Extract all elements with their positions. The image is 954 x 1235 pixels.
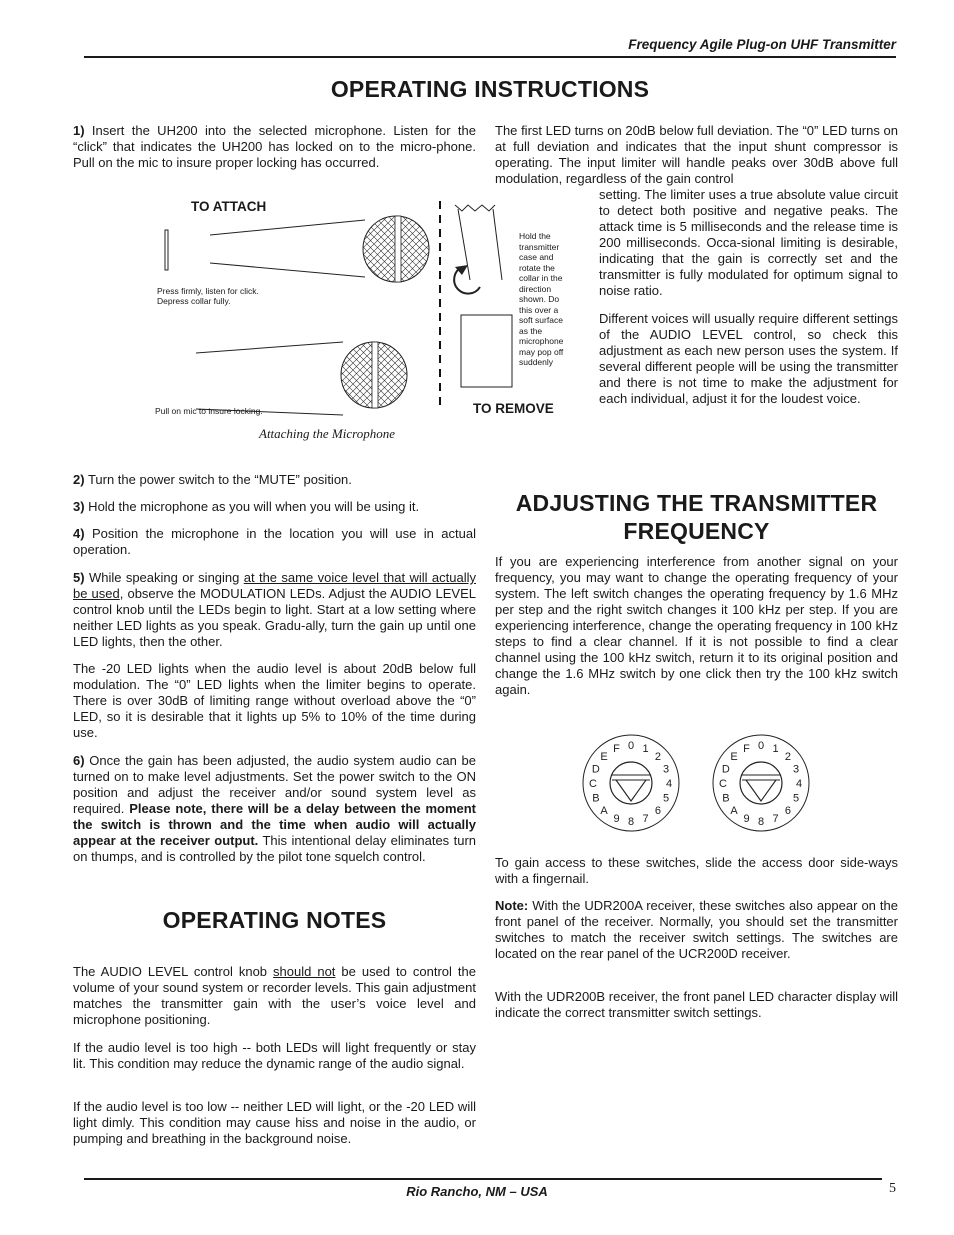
hold-note-line: suddenly	[519, 357, 554, 367]
step-5-number: 5)	[73, 570, 85, 585]
switch-position-label: 0	[757, 740, 765, 752]
hold-note-line: this over a	[519, 304, 559, 315]
switch-position-label: 6	[784, 804, 791, 817]
switch-position-label: A	[730, 804, 738, 817]
hold-note-line: collar in the	[519, 273, 563, 283]
step-3-text: Hold the microphone as you will when you will be using it.	[84, 499, 420, 514]
adjusting-title-line-1: ADJUSTING THE TRANSMITTER	[515, 490, 878, 516]
switch-position-label: E	[730, 751, 738, 764]
switch-position-label: F	[613, 742, 620, 755]
switch-knob	[740, 762, 782, 804]
step-2-text: Turn the power switch to the “MUTE” position.	[84, 472, 352, 487]
step-2	[73, 472, 476, 488]
switch-position-label: 4	[665, 778, 673, 790]
switch-position-label: 7	[772, 813, 779, 826]
adjusting-paragraph-2: To gain access to these switches, slide the access door side-ways with a fingernail.	[495, 855, 898, 886]
adjusting-paragraph-1: If you are experiencing interference from another signal on your frequency, you may want to change the operating frequency of your system. The left switch changes the operating frequency by 1.6 MHz per step and the right switch changes it 100 kHz per step. If you are experiencing interference, change the operating frequency in 100 kHz steps to find a clear channel. If it is not possible to find a clear channel using the 100 kHz switch, return it to its original position and change the 1.6 MHz switch by one click then try the 100 kHz switch again.	[495, 554, 898, 697]
switch-position-label: 9	[743, 813, 750, 826]
hold-note-line: as the	[519, 325, 543, 336]
notes-paragraph-2: If the audio level is too high -- both LEDs will light frequently or stay lit. This condition may reduce the dynamic range of the audio signal.	[73, 1040, 476, 1071]
notes-paragraph-3: If the audio level is too low -- neither LED will light, or the -20 LED will light dimly. This condition may cause hiss and noise in the audio, or pumping and breathing in the background noise.	[73, 1099, 476, 1146]
note-text: With the UDR200A receiver, these switches also appear on the front panel of the receiver. Normally, you should set the transmitter switches to match the receiver switch settings. The switches are located on the rear panel of the UCR200D receiver.	[495, 898, 898, 961]
rotary-switches	[580, 730, 840, 835]
step-6-text-post: This intentional delay eliminates turn on thumps, and is controlled by the pilot tone squelch control.	[73, 833, 476, 864]
switch-pointer	[612, 775, 650, 801]
switch-position-label: 3	[663, 763, 670, 776]
switch-knob	[610, 762, 652, 804]
step-4-text: Position the microphone in the location you will use in actual operation.	[73, 526, 476, 557]
switch-position-label: 3	[793, 763, 800, 776]
running-header: Frequency Agile Plug-on UHF Transmitter	[628, 37, 896, 52]
hold-note-line: microphone	[519, 336, 564, 346]
switch-position-label: 2	[784, 751, 791, 764]
step-3	[73, 499, 476, 515]
step-1	[73, 123, 476, 171]
step-1-text: Insert the UH200 into the selected microphone. Listen for the “click” that indicates the UH200 has locked on to the micro-phone. Pull on the mic to insure proper locking has occurred.	[73, 123, 476, 170]
switch-position-label: 5	[663, 792, 670, 805]
switch-position-label: D	[591, 763, 600, 776]
page-number: 5	[889, 1181, 896, 1196]
step-5-text-post: , observe the MODULATION LEDs. Adjust the AUDIO LEVEL control knob until the LEDs begin to light. Start at a low setting where neither LED lights as you speak. Gradu-ally, turn the gain up until one LED lights, then the other.	[73, 586, 476, 649]
step-1-number: 1)	[73, 123, 85, 138]
voices-paragraph: Different voices will usually require different settings of the AUDIO LEVEL control, so check this adjustment as each new person uses the system. If several different people will be using the transmitter and there is not time to make the adjustment for each individual, adjust it for the loudest voice.	[599, 311, 898, 406]
switch-position-label: 5	[793, 792, 800, 805]
step-5-underlined: at the same voice level that will actually be used	[73, 570, 476, 601]
to-attach-label: TO ATTACH	[191, 199, 267, 214]
hold-note	[519, 231, 589, 368]
notes-paragraph-1-pre: The AUDIO LEVEL control knob	[73, 964, 274, 979]
limiter-paragraph-rest: setting. The limiter uses a true absolute value circuit to detect both positive and negative peaks. The attack time is 5 milliseconds and the release time is 200 milliseconds. Occa-sional limiting is desirable, indicating that the gain is correctly set and the transmitter is fully modulated for optimum signal to noise ratio.	[599, 187, 898, 298]
operating-instructions-title: OPERATING INSTRUCTIONS	[330, 76, 650, 102]
switch-position-label: 6	[654, 804, 661, 817]
switch-position-label: 2	[654, 751, 661, 764]
press-note-line-1: Press firmly, listen for click.	[157, 286, 259, 296]
right-rotary-switch	[713, 735, 809, 831]
hold-note-line: shown. Do	[519, 294, 560, 304]
step-5-text-pre: While speaking or singing	[84, 570, 244, 585]
hold-note-line: may pop off	[519, 346, 564, 357]
hold-note-line: case and	[519, 252, 554, 262]
pull-note: Pull on mic to insure locking.	[155, 406, 263, 416]
step-3-number: 3)	[73, 499, 85, 514]
left-rotary-switch	[583, 735, 679, 831]
footer-rule	[84, 1178, 882, 1180]
step-4-number: 4)	[73, 526, 85, 541]
switch-pointer	[742, 775, 780, 801]
switch-position-label: D	[721, 763, 730, 776]
switch-position-label: B	[722, 792, 730, 805]
switch-position-label: 7	[642, 813, 649, 826]
header-rule	[84, 56, 896, 58]
step-6-number: 6)	[73, 753, 85, 768]
hold-note-line: direction	[519, 283, 552, 294]
switch-position-label: 1	[642, 742, 649, 755]
switch-position-label: 8	[757, 816, 765, 828]
hold-note-line: rotate the	[519, 262, 555, 273]
switch-position-label: A	[600, 804, 608, 817]
to-remove-label: TO REMOVE	[473, 401, 554, 416]
note-label: Note:	[495, 898, 529, 913]
switch-position-label: 8	[627, 816, 635, 828]
press-note-line-2: Depress collar fully.	[157, 296, 231, 306]
adjusting-paragraph-3: With the UDR200B receiver, the front panel LED character display will indicate the correct transmitter switch settings.	[495, 989, 898, 1020]
adjusting-title-line-2: FREQUENCY	[623, 518, 770, 544]
hold-note-line: transmitter	[519, 241, 560, 252]
notes-paragraph-1	[73, 964, 476, 1028]
switch-position-label: 0	[627, 740, 635, 752]
limiter-paragraph-top: The first LED turns on 20dB below full deviation. The “0” LED turns on at full deviation and indicates that the input shunt compressor is operating. The input limiter will handle peaks over 30dB above full modulation, regardless of the gain control	[495, 123, 898, 186]
switch-position-label: 1	[772, 742, 779, 755]
switch-position-label: 9	[613, 813, 620, 826]
step-6	[73, 753, 476, 865]
note-paragraph	[495, 898, 898, 962]
notes-underlined: should not	[273, 964, 336, 979]
notes-paragraph-1-post: be used to control the volume of your sound system or recorder levels. This gain adjustment matches the transmitter gain with the user’s voice level and microphone positioning.	[73, 964, 476, 1027]
operating-notes-title: OPERATING NOTES	[162, 907, 387, 933]
switch-position-label: C	[589, 778, 597, 790]
switch-position-label: B	[592, 792, 600, 805]
adjusting-title	[495, 489, 898, 545]
footer-location: Rio Rancho, NM – USA	[406, 1184, 548, 1199]
step-4	[73, 526, 476, 558]
step-6-bold-note: Please note, there will be a delay between the moment the switch is thrown and the time when audio will actually appear at the receiver output.	[73, 801, 477, 848]
step-2-number: 2)	[73, 472, 85, 487]
switch-position-label: C	[719, 778, 727, 790]
led-paragraph: The -20 LED lights when the audio level is about 20dB below full modulation. The “0” LED lights when the limiter begins to operate. There is over 30dB of limiting range without overload above the “0” LED, so it is desirable that it lights up 5% to 10% of the time during use.	[73, 661, 476, 740]
figure-caption: Attaching the Microphone	[259, 426, 395, 441]
switch-position-label: 4	[795, 778, 803, 790]
step-6-text-pre: Once the gain has been adjusted, the audio system audio can be turned on to make level adjustments. Set the power switch to the ON position and adjust the receiver and/or sound system level as required.	[73, 753, 476, 816]
step-5	[73, 570, 476, 650]
hold-note-line: Hold the	[519, 231, 551, 241]
hold-note-line: soft surface	[519, 315, 563, 325]
switch-position-label: F	[743, 742, 750, 755]
switch-position-label: E	[600, 751, 608, 764]
